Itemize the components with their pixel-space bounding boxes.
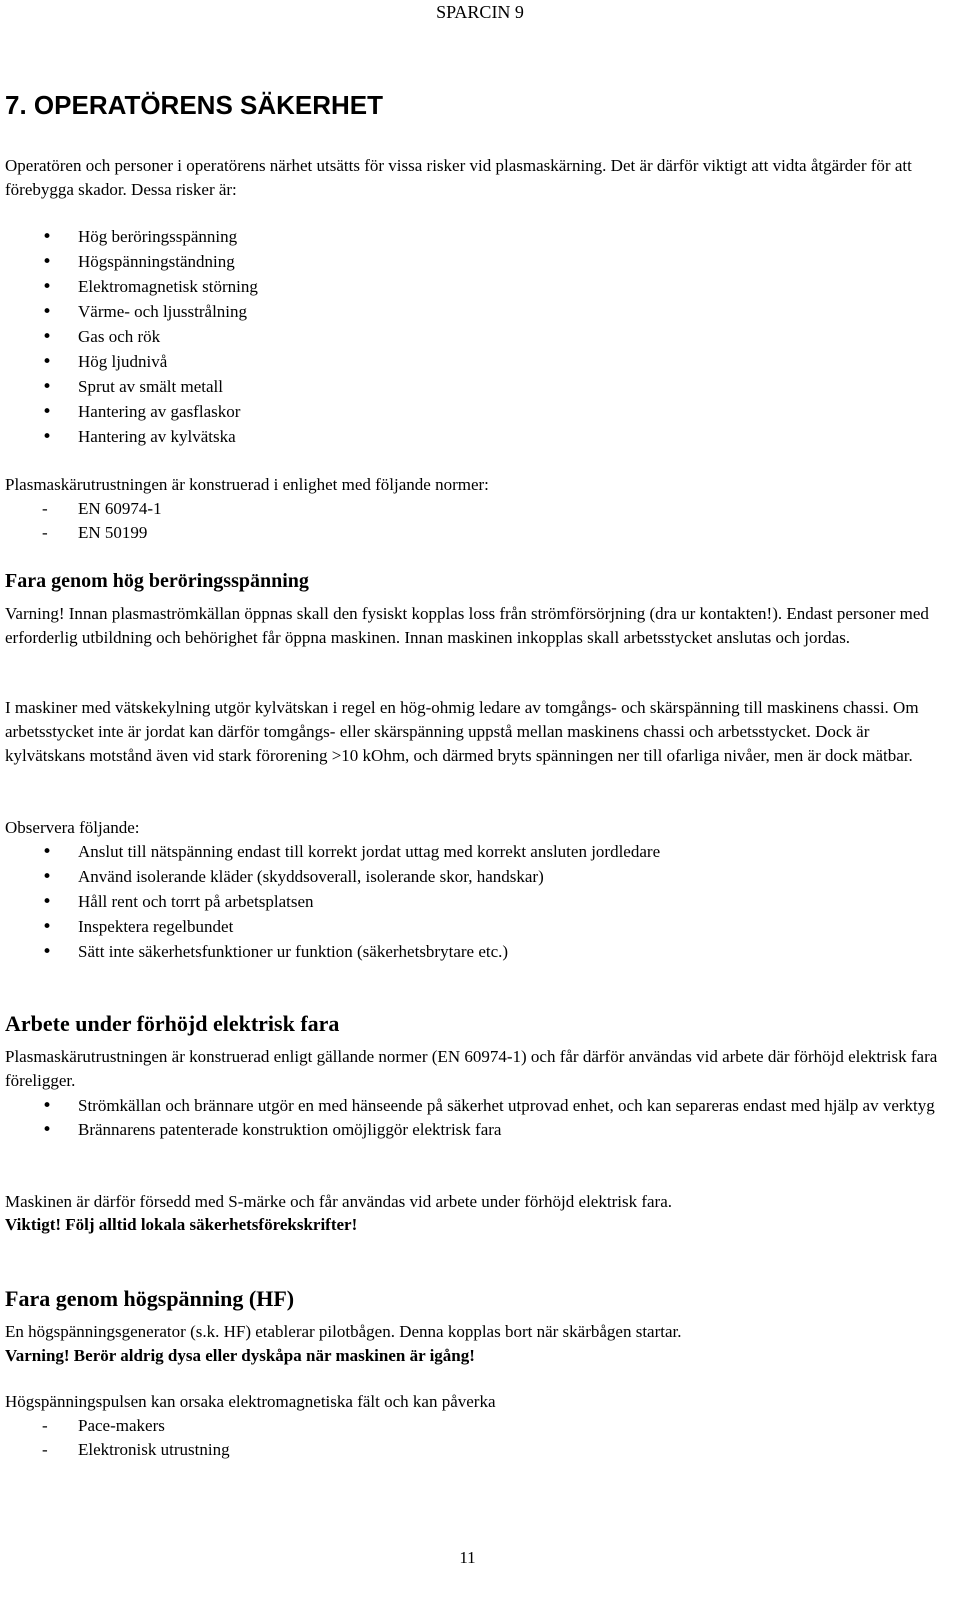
bullet-icon: • — [42, 277, 53, 297]
high-voltage-text: En högspänningsgenerator (s.k. HF) etablerar pilotbågen. Denna kopplas bort när skärbågen startar. — [5, 1322, 682, 1341]
list-item — [5, 865, 940, 890]
pulse-item: Elektronisk utrustning — [78, 1440, 230, 1459]
risk-item: Högspänningständning — [78, 252, 235, 271]
observe-item: Sätt inte säkerhetsfunktioner ur funktion (säkerhetsbrytare etc.) — [78, 942, 509, 961]
list-item — [5, 225, 940, 250]
risk-item: Hantering av kylvätska — [78, 427, 236, 446]
dash-marker: - — [42, 1416, 48, 1435]
elevated-hazard-list — [5, 1094, 940, 1142]
list-item — [5, 275, 940, 300]
observe-item: Håll rent och torrt på arbetsplatsen — [78, 892, 314, 911]
bullet-icon: • — [42, 227, 53, 247]
high-voltage-heading: Fara genom högspänning (HF) — [5, 1286, 295, 1311]
list-item — [5, 1118, 940, 1142]
observe-item: Inspektera regelbundet — [78, 917, 234, 936]
norms-list — [5, 497, 940, 545]
dash-marker: - — [42, 499, 48, 518]
observe-label: Observera följande: — [5, 818, 140, 837]
bullet-icon: • — [42, 402, 53, 422]
bullet-icon: • — [42, 1120, 53, 1140]
pulse-intro: Högspänningspulsen kan orsaka elektromagnetiska fält och kan påverka — [5, 1392, 496, 1411]
risk-item: Värme- och ljusstrålning — [78, 302, 248, 321]
bullet-icon: • — [42, 252, 53, 272]
bullet-icon: • — [42, 892, 53, 912]
bullet-icon: • — [42, 842, 53, 862]
contact-voltage-heading: Fara genom hög beröringsspänning — [5, 570, 309, 592]
dash-marker: - — [42, 1440, 48, 1459]
risk-list — [5, 225, 940, 450]
pulse-item: Pace-makers — [78, 1416, 165, 1435]
bullet-icon: • — [42, 1096, 53, 1116]
intro-paragraph: Operatören och personer i operatörens närhet utsätts för vissa risker vid plasmaskärning. Det är därför viktigt att vidta åtgärder för att förebygga skador. Dessa risker är: — [5, 156, 912, 199]
bullet-icon: • — [42, 427, 53, 447]
list-item — [5, 425, 940, 450]
risk-item: Elektromagnetisk störning — [78, 277, 258, 296]
bullet-icon: • — [42, 302, 53, 322]
bullet-icon: • — [42, 917, 53, 937]
elevated-hazard-heading: Arbete under förhöjd elektrisk fara — [5, 1011, 340, 1036]
bullet-icon: • — [42, 867, 53, 887]
norms-intro: Plasmaskärutrustningen är konstruerad i enlighet med följande normer: — [5, 475, 489, 494]
elevated-hazard-item: Brännarens patenterade konstruktion omöjliggör elektrisk fara — [78, 1120, 502, 1139]
list-item — [5, 890, 940, 915]
section-title: 7. OPERATÖRENS SÄKERHET — [5, 90, 384, 120]
elevated-hazard-item: Strömkällan och brännare utgör en med hänseende på säkerhet utprovad enhet, och kan separeras endast med hjälp av verktyg — [78, 1096, 935, 1115]
list-item — [5, 1414, 940, 1438]
risk-item: Gas och rök — [78, 327, 161, 346]
running-header: SPARCIN 9 — [436, 2, 524, 22]
risk-item: Sprut av smält metall — [78, 377, 223, 396]
bullet-icon: • — [42, 327, 53, 347]
observe-list — [5, 840, 940, 965]
list-item — [5, 250, 940, 275]
list-item — [5, 350, 940, 375]
list-item — [5, 400, 940, 425]
pulse-list — [5, 1414, 940, 1462]
list-item — [5, 1094, 940, 1118]
list-item — [5, 300, 940, 325]
bullet-icon: • — [42, 377, 53, 397]
list-item — [5, 521, 940, 545]
elevated-hazard-intro: Plasmaskärutrustningen är konstruerad enligt gällande normer (EN 60974-1) och får därför användas vid arbete där förhöjd elektrisk fara föreligger. — [5, 1047, 938, 1090]
risk-item: Hög ljudnivå — [78, 352, 168, 371]
list-item — [5, 940, 940, 965]
list-item — [5, 1438, 940, 1462]
risk-item: Hantering av gasflaskor — [78, 402, 241, 421]
elevated-hazard-conclusion: Maskinen är därför försedd med S-märke och får användas vid arbete under förhöjd elektrisk fara. — [5, 1192, 672, 1211]
coolant-paragraph: I maskiner med vätskekylning utgör kylvätskan i regel en hög-ohmig ledare av tomgångs- och skärspänning till maskinens chassi. Om arbetsstycket inte är jordat kan därför tomgångs- eller skärspänning uppstå mellan maskinens chassi och arbetsstycket. Dock är kylvätskans motstånd även vid stark förorening >10 kOhm, och därmed bryts spänningen ner till ofarliga nivåer, men är dock mätbar. — [5, 698, 919, 765]
high-voltage-warning: Varning! Berör aldrig dysa eller dyskåpa när maskinen är igång! — [5, 1346, 475, 1365]
list-item — [5, 375, 940, 400]
observe-item: Anslut till nätspänning endast till korrekt jordat uttag med korrekt ansluten jordledare — [78, 842, 661, 861]
elevated-hazard-emphasis: Viktigt! Följ alltid lokala säkerhetsförekskrifter! — [5, 1215, 358, 1234]
bullet-icon: • — [42, 942, 53, 962]
list-item — [5, 325, 940, 350]
norm-item: EN 50199 — [78, 523, 148, 542]
dash-marker: - — [42, 523, 48, 542]
list-item — [5, 497, 940, 521]
risk-item: Hög beröringsspänning — [78, 227, 238, 246]
page-number: 11 — [459, 1548, 476, 1567]
norm-item: EN 60974-1 — [78, 499, 162, 518]
observe-item: Använd isolerande kläder (skyddsoverall, isolerande skor, handskar) — [78, 867, 544, 886]
contact-voltage-warning: Varning! Innan plasmaströmkällan öppnas skall den fysiskt kopplas loss från strömförsörjning (dra ur kontakten!). Endast personer med erforderlig utbildning och behörighet får öppna maskinen. Innan maskinen inkopplas skall arbetsstycket anslutas och jordas. — [5, 604, 929, 647]
list-item — [5, 915, 940, 940]
bullet-icon: • — [42, 352, 53, 372]
list-item — [5, 840, 940, 865]
